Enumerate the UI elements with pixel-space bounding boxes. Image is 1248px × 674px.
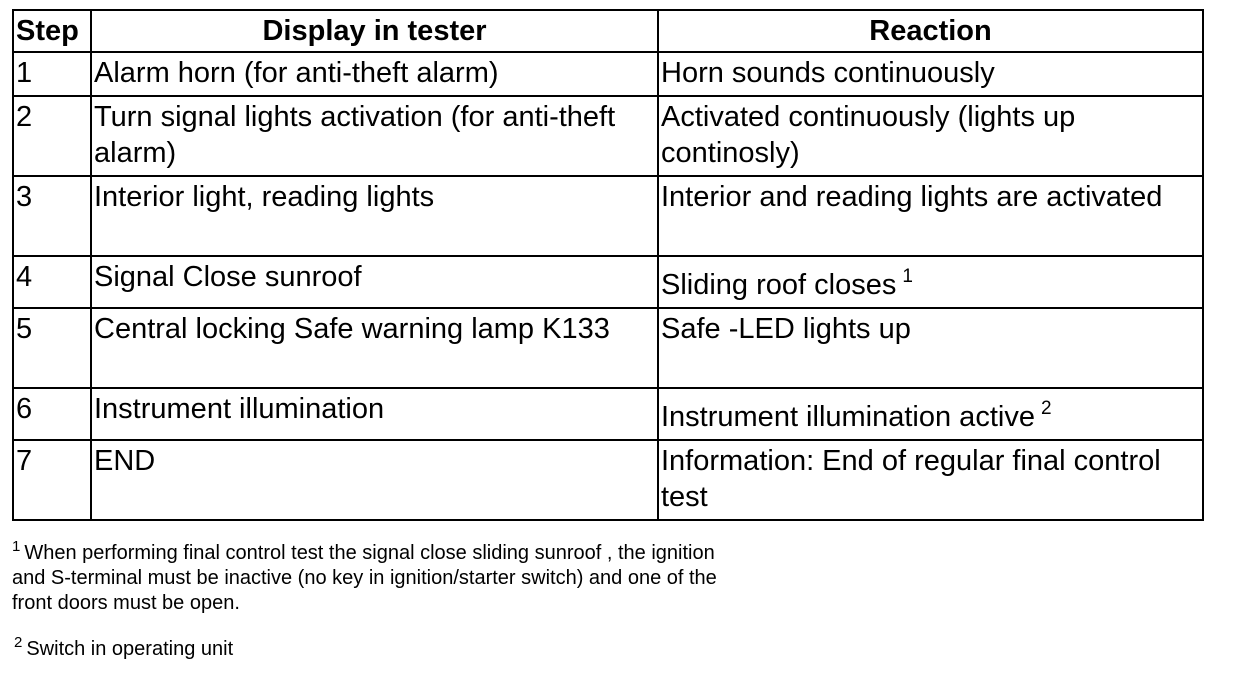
cell-step: 5 (13, 308, 91, 388)
cell-step: 7 (13, 440, 91, 520)
cell-step: 1 (13, 52, 91, 96)
footnote-2 (14, 634, 234, 662)
reaction-text: Instrument illumination active (661, 401, 1035, 433)
table-row (13, 256, 1203, 308)
reaction-text: Safe -LED lights up (661, 313, 911, 345)
cell-reaction (658, 176, 1203, 256)
table-row (13, 308, 1203, 388)
cell-display: Interior light, reading lights (91, 176, 658, 256)
final-control-test-table (12, 9, 1204, 521)
cell-step: 4 (13, 256, 91, 308)
cell-reaction (658, 96, 1203, 176)
cell-display: Instrument illumination (91, 388, 658, 440)
cell-reaction (658, 308, 1203, 388)
cell-display: Signal Close sunroof (91, 256, 658, 308)
reaction-text: Interior and reading lights are activated (661, 181, 1163, 213)
footnote-ref: 1 (902, 266, 913, 287)
table-row (13, 388, 1203, 440)
table-row (13, 176, 1203, 256)
cell-display: END (91, 440, 658, 520)
cell-reaction (658, 256, 1203, 308)
footnote-ref: 2 (1040, 398, 1052, 419)
reaction-text: Horn sounds continuously (661, 57, 995, 89)
footnote-1 (12, 538, 732, 616)
footnote-text: Switch in operating unit (26, 638, 234, 660)
table-row (13, 52, 1203, 96)
footnote-mark: 2 (14, 634, 23, 651)
cell-step: 3 (13, 176, 91, 256)
header-reaction: Reaction (658, 10, 1203, 52)
table-row (13, 96, 1203, 176)
reaction-text: Information: End of regular final control test (661, 445, 1161, 513)
cell-display: Alarm horn (for anti-theft alarm) (91, 52, 658, 96)
cell-reaction (658, 388, 1203, 440)
footnote-text: When performing final control test the signal close sliding sunroof , the ignition and S-terminal must be inactive (no key in ignition/starter switch) and one of the front doors must be open. (12, 542, 717, 614)
cell-step: 6 (13, 388, 91, 440)
table-row (13, 440, 1203, 520)
cell-display: Turn signal lights activation (for anti-theft alarm) (91, 96, 658, 176)
cell-reaction (658, 440, 1203, 520)
cell-step: 2 (13, 96, 91, 176)
reaction-text: Sliding roof closes (661, 269, 897, 301)
cell-display: Central locking Safe warning lamp K133 (91, 308, 658, 388)
header-display: Display in tester (91, 10, 658, 52)
table-header-row (13, 10, 1203, 52)
header-step: Step (13, 10, 91, 52)
cell-reaction (658, 52, 1203, 96)
reaction-text: Activated continuously (lights up continosly) (661, 101, 1076, 169)
footnote-mark: 1 (12, 538, 21, 555)
